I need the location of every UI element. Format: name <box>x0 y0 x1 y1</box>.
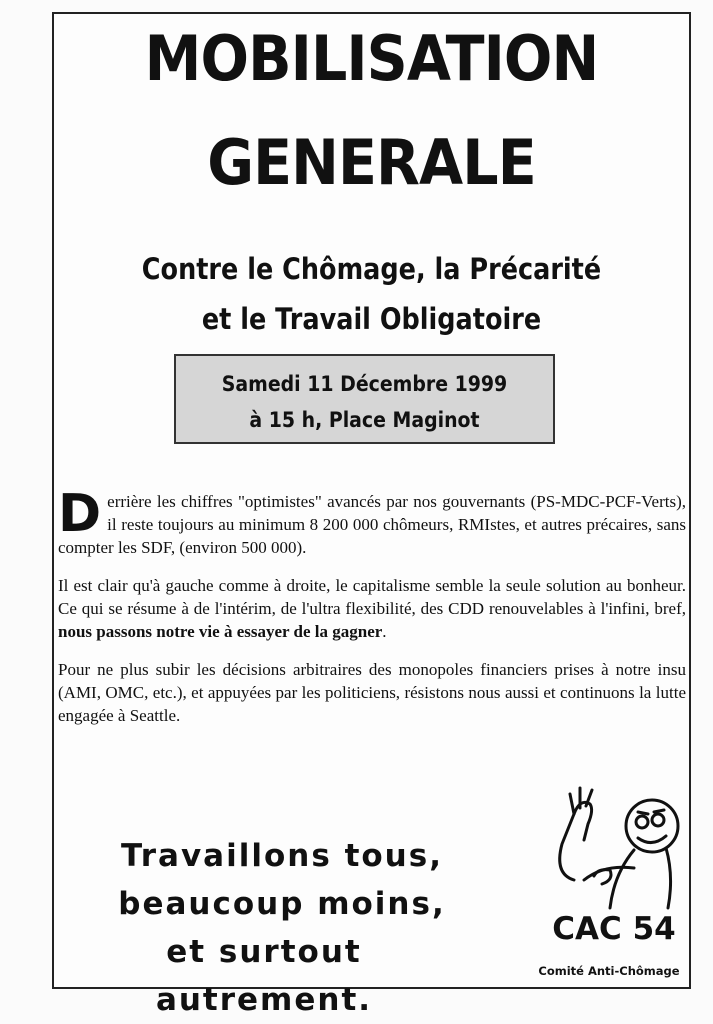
paragraph-3: Pour ne plus subir les décisions arbitraires des monopoles financiers prises à notre insu (AMI, OMC, etc.), et appuyées par les politiciens, résistons nous aussi et continuons la lutte engagée à Seattle. <box>58 660 686 725</box>
paragraph-1-text: errière les chiffres "optimistes" avancés par nos gouvernants (PS-MDC-PCF-Verts), il reste toujours au minimum 8 200 000 chômeurs, RMIstes, et autres précaires, sans compter les SDF, (environ 500 000). <box>58 492 686 557</box>
drop-cap: D <box>58 484 102 544</box>
paragraph-2-emphasis: nous passons notre vie à essayer de la gagner <box>58 622 383 641</box>
slogan-line-3: et surtout autrement. <box>155 934 373 1018</box>
logo-name: CAC 54 <box>552 911 676 947</box>
paragraph-2 <box>58 574 686 643</box>
subtitle <box>92 244 651 344</box>
poster-frame <box>52 12 691 1018</box>
date-line-1: Samedi 11 Décembre 1999 <box>221 372 508 396</box>
slogan-line-1: Travaillons tous, <box>121 838 443 874</box>
body-text <box>58 484 686 742</box>
date-line-2: à 15 h, Place Maginot <box>249 408 480 432</box>
title-line-1: MOBILISATION <box>144 22 599 95</box>
subtitle-line-2: et le Travail Obligatoire <box>201 302 542 336</box>
paragraph-1 <box>58 484 686 559</box>
logo-subtitle: Comité Anti-Chômage <box>538 964 680 978</box>
paragraph-2-text: Il est clair qu'à gauche comme à droite, le capitalisme semble la seule solution au bonheur. Ce qui se résume à de l'intérim, de l'ultra flexibilité, des CDD renouvelables à l'infini, bref, <box>58 576 686 618</box>
cac-mascot-drawing <box>534 784 684 914</box>
title-line-2: GENERALE <box>207 126 536 199</box>
date-box <box>174 354 555 444</box>
subtitle-line-1: Contre le Chômage, la Précarité <box>141 252 602 286</box>
paragraph-2-end: . <box>382 622 387 641</box>
slogan-line-2: beaucoup moins, <box>118 886 446 922</box>
slogan <box>54 832 474 1024</box>
